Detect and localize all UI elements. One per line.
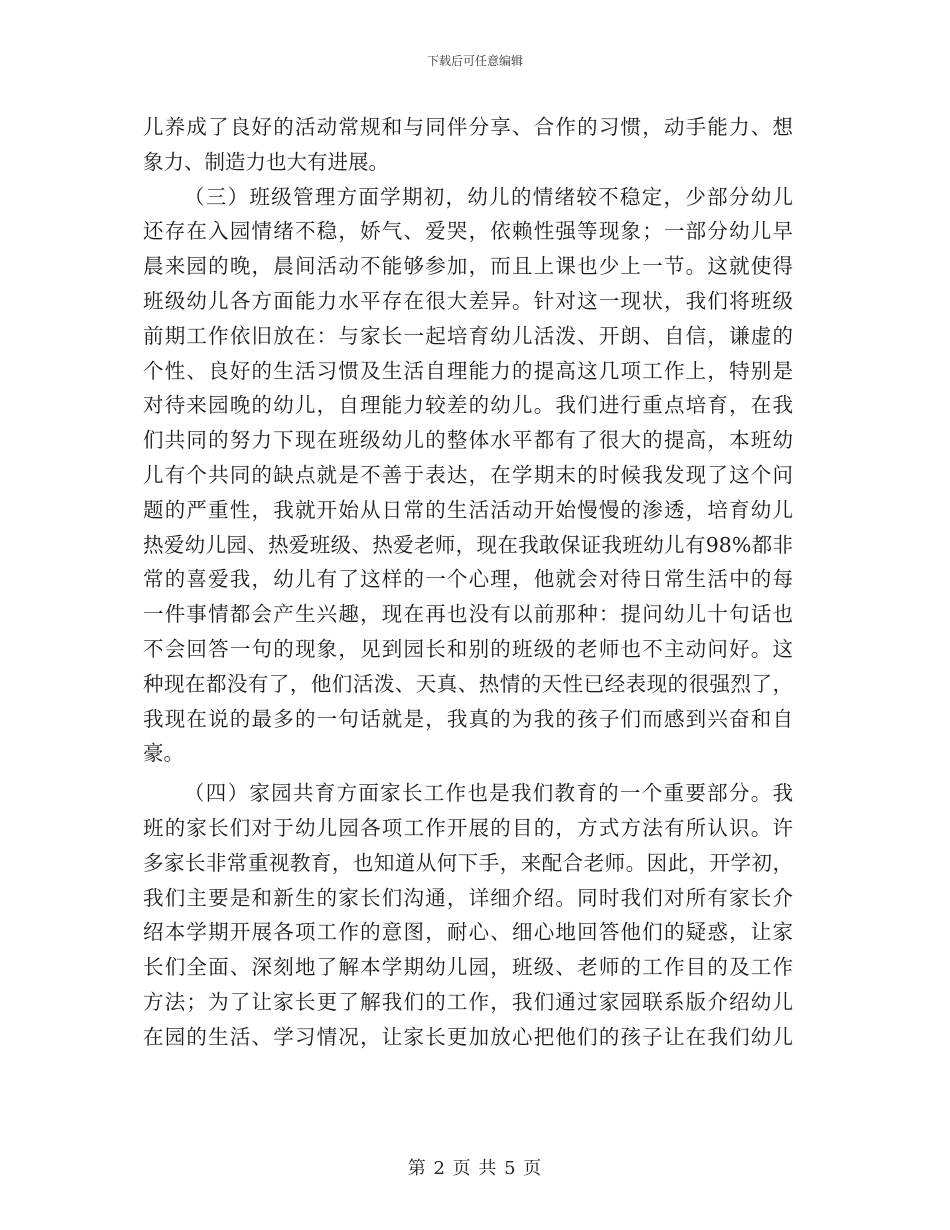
text-line: 还存在入园情绪不稳，娇气、爱哭，依赖性强等现象；一部分幼儿早 <box>143 219 793 244</box>
text-line: 在园的生活、学习情况，让家长更加放心把他们的孩子让在我们幼儿 <box>143 1024 793 1049</box>
text-line: 常的喜爱我，幼儿有了这样的一个心理，他就会对待日常生活中的每 <box>143 567 793 592</box>
text-line: 我现在说的最多的一句话就是，我真的为我的孩子们而感到兴奋和自 <box>143 706 793 731</box>
text-line: 们共同的努力下现在班级幼儿的整体水平都有了很大的提高，本班幼 <box>143 428 793 453</box>
text-line: 豪。 <box>143 741 184 766</box>
page-number-footer: 第 2 页 共 5 页 <box>407 1158 543 1179</box>
text-line: 长们全面、深刻地了解本学期幼儿园，班级、老师的工作目的及工作 <box>143 955 793 980</box>
paragraph <box>143 110 793 180</box>
text-line: （四）家园共育方面家长工作也是我们教育的一个重要部分。我 <box>184 781 793 806</box>
text-line: 对待来园晚的幼儿，自理能力较差的幼儿。我们进行重点培育，在我 <box>143 393 793 418</box>
page-header: 下载后可任意编辑 <box>426 54 523 68</box>
text-line: 方法；为了让家长更了解我们的工作，我们通过家园联系版介绍幼儿 <box>143 989 793 1014</box>
text-line: （三）班级管理方面学期初，幼儿的情绪较不稳定，少部分幼儿 <box>184 184 793 209</box>
text-line: 种现在都没有了，他们活泼、天真、热情的天性已经表现的很强烈了， <box>143 671 793 696</box>
text-line: 儿养成了良好的活动常规和与同伴分享、合作的习惯，动手能力、想 <box>143 115 793 139</box>
text-line: 多家长非常重视教育，也知道从何下手，来配合老师。因此，开学初， <box>143 850 793 875</box>
text-line: 个性、良好的生活习惯及生活自理能力的提高这几项工作上，特别是 <box>143 358 793 383</box>
text-line: 班的家长们对于幼儿园各项工作开展的目的，方式方法有所认识。许 <box>143 815 793 840</box>
text-line: 题的严重性，我就开始从日常的生活活动开始慢慢的渗透，培育幼儿 <box>143 497 793 522</box>
text-line: 晨来园的晚，晨间活动不能够参加，而且上课也少上一节。这就使得 <box>143 254 793 279</box>
document-body <box>143 110 793 1055</box>
text-line: 绍本学期开展各项工作的意图，耐心、细心地回答他们的疑惑，让家 <box>143 920 793 945</box>
paragraph <box>143 776 793 1054</box>
text-line: 前期工作依旧放在：与家长一起培育幼儿活泼、开朗、自信，谦虚的 <box>143 323 793 348</box>
paragraph <box>143 180 793 772</box>
text-line: 我们主要是和新生的家长们沟通，详细介绍。同时我们对所有家长介 <box>143 885 793 910</box>
text-line: 不会回答一句的现象，见到园长和别的班级的老师也不主动问好。这 <box>143 636 793 661</box>
text-line: 一件事情都会产生兴趣，现在再也没有以前那种：提问幼儿十句话也 <box>143 602 793 627</box>
text-line: 象力、制造力也大有进展。 <box>143 149 389 174</box>
text-line: 班级幼儿各方面能力水平存在很大差异。针对这一现状，我们将班级 <box>143 288 793 313</box>
text-line: 热爱幼儿园、热爱班级、热爱老师，现在我敢保证我班幼儿有98%都非 <box>143 532 793 557</box>
text-line: 儿有个共同的缺点就是不善于表达，在学期末的时候我发现了这个问 <box>143 462 793 487</box>
